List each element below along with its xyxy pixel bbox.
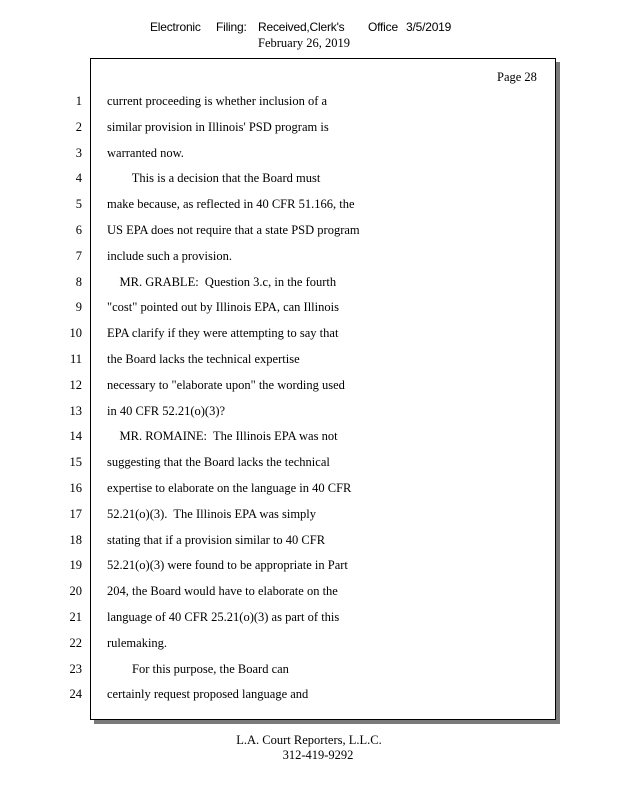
line-number: 3 xyxy=(75,145,82,160)
line-number: 4 xyxy=(75,171,82,186)
line-text: certainly request proposed language and xyxy=(107,687,309,702)
line-text: make because, as reflected in 40 CFR 51.166, the xyxy=(107,197,355,212)
footer xyxy=(0,733,618,763)
line-text: MR. ROMAINE: The Illinois EPA was not xyxy=(107,429,338,444)
line-number: 17 xyxy=(69,506,82,521)
line-text: EPA clarify if they were attempting to say that xyxy=(107,326,339,341)
line-text: rulemaking. xyxy=(107,635,168,650)
line-text: stating that if a provision similar to 40 CFR xyxy=(107,532,326,547)
line-number: 24 xyxy=(69,687,82,702)
line-text: 52.21(o)(3) were found to be appropriate in Part xyxy=(107,558,348,573)
line-number: 2 xyxy=(75,119,82,134)
line-text: current proceeding is whether inclusion of a xyxy=(107,94,328,108)
line-number: 5 xyxy=(75,197,82,212)
line-text: warranted now. xyxy=(107,145,184,160)
page-number: Page 28 xyxy=(497,70,537,84)
stamp-word: Filing: xyxy=(216,20,247,34)
line-number: 12 xyxy=(69,377,82,392)
line-number: 8 xyxy=(75,274,82,289)
reporter-company: L.A. Court Reporters, L.L.C. xyxy=(236,733,382,747)
line-text: 204, the Board would have to elaborate on the xyxy=(107,584,338,599)
line-number: 7 xyxy=(75,248,82,263)
line-text: expertise to elaborate on the language in 40 CFR xyxy=(107,481,352,495)
line-number: 18 xyxy=(69,532,82,547)
line-number: 21 xyxy=(69,610,82,624)
line-text: This is a decision that the Board must xyxy=(107,171,321,186)
line-number: 6 xyxy=(75,223,82,237)
line-number: 11 xyxy=(69,352,82,366)
line-text: language of 40 CFR 25.21(o)(3) as part of this xyxy=(107,610,340,624)
line-text: suggesting that the Board lacks the technical xyxy=(107,455,330,470)
line-number: 22 xyxy=(69,635,82,650)
reporter-phone: 312-419-9292 xyxy=(282,748,354,762)
stamp-date: 3/5/2019 xyxy=(406,20,452,34)
filing-stamp xyxy=(150,20,451,34)
line-text: include such a provision. xyxy=(107,248,232,263)
line-text: similar provision in Illinois' PSD program is xyxy=(107,119,329,134)
line-text: For this purpose, the Board can xyxy=(107,661,289,676)
line-number: 19 xyxy=(69,558,82,573)
line-number: 14 xyxy=(69,429,82,444)
stamp-word: Received,Clerk's xyxy=(258,20,345,34)
line-text: necessary to "elaborate upon" the wording used xyxy=(107,377,345,392)
line-number: 16 xyxy=(69,481,82,495)
line-text: 52.21(o)(3). The Illinois EPA was simply xyxy=(107,506,317,521)
stamp-word: Office xyxy=(368,20,398,34)
line-number: 13 xyxy=(69,403,82,418)
line-number: 10 xyxy=(69,326,82,341)
line-text: US EPA does not require that a state PSD program xyxy=(107,223,360,237)
line-number: 9 xyxy=(75,300,82,315)
line-text: "cost" pointed out by Illinois EPA, can Illinois xyxy=(107,300,339,315)
line-number: 1 xyxy=(75,94,82,108)
line-number: 23 xyxy=(69,661,82,676)
line-text: the Board lacks the technical expertise xyxy=(107,352,300,366)
transcript-date: February 26, 2019 xyxy=(258,36,350,50)
line-number: 15 xyxy=(69,455,82,470)
stamp-word: Electronic xyxy=(150,20,201,34)
line-number: 20 xyxy=(69,584,82,599)
line-text: in 40 CFR 52.21(o)(3)? xyxy=(107,403,226,418)
line-text: MR. GRABLE: Question 3.c, in the fourth xyxy=(107,274,337,289)
